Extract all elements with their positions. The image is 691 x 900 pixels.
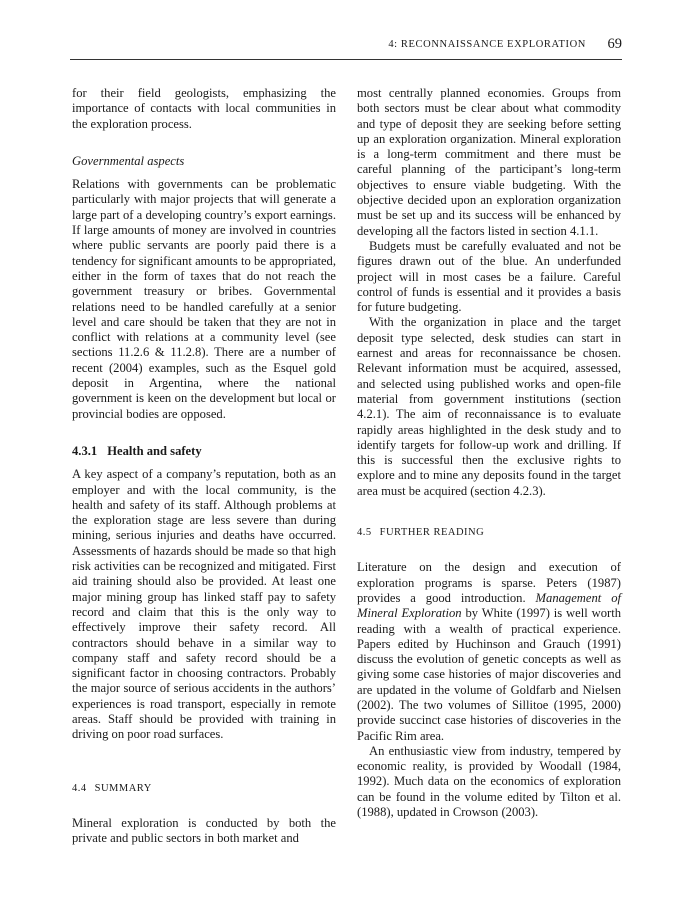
health-safety-heading-title: Health and safety: [107, 443, 202, 458]
page-header: [70, 36, 622, 58]
budgets-paragraph: Budgets must be carefully evaluated and not be figures drawn out of the blue. An underfunded project will in most cases be a failure. Careful control of funds is essential and it provides a basis for future budgeting.: [357, 238, 621, 315]
organization-paragraph: With the organization in place and the target deposit type selected, desk studies can start in earnest and areas for reconnaissance be chosen. Relevant information must be acquired, assessed, and selected using published works and open-file material from government institutions (section 4.2.1). The aim of reconnaissance is to evaluate rapidly areas highlighted in the desk study and to identify targets for follow-up work and drilling. If this is successful then the exclusive rights to explore and to mine any deposits found in the target area must be acquired (section 4.2.3).: [357, 315, 621, 498]
further-reading-heading: [357, 525, 621, 540]
running-title: 4: RECONNAISSANCE EXPLORATION: [388, 39, 586, 50]
further-reading-paragraph: [357, 560, 621, 744]
summary-heading-number: 4.4: [72, 782, 87, 794]
book-title-management: Management of Mineral Exploration: [357, 590, 621, 621]
header-rule: [70, 59, 622, 60]
further-reading-heading-title: FURTHER READING: [379, 527, 485, 539]
enthusiastic-view-paragraph: An enthusiastic view from industry, tempered by economic reality, is provided by Woodall (1984, 1992). Much data on the economics of exploration can be found in the volume edited by Tilton et al. (1988), updated in Crowson (2003).: [357, 743, 621, 820]
governmental-paragraph: Relations with governments can be problematic particularly with major projects that will generate a large part of a developing country’s export earnings. If large amounts of money are involved in countries where public servants are poorly paid there is a tendency for significant amounts to be appropriated, either in the form of taxes that do not reach the government treasury or bribes. Governmental relations need to be handled carefully at a senior level and care should be taken that they are not in conflict with relations at a community level (see sections 11.2.6 & 11.2.8). There are a number of recent (2004) examples, such as the Esquel gold deposit in Argentina, where the national government is keen on the development but local or provincial bodies are opposed.: [72, 177, 336, 421]
summary-heading-title: SUMMARY: [94, 782, 152, 794]
reading-text-part2: by White (1997) is well worth reading with a wealth of practical experience. Papers edited by Huchinson and Grauch (1991) discuss the evolution of genetic concepts as well as giving some case histories of major discoveries and are updated in the volume of Goldfarb and Nielsen (2002). The two volumes of Sillitoe (1995, 2000) provide succinct case histories of discoveries in the Pacific Rim area.: [357, 606, 621, 743]
right-column: [357, 86, 621, 820]
summary-continued-paragraph: most centrally planned economies. Groups from both sectors must be clear about what commodity and type of deposit they are seeking before setting up an exploration organization. Mineral exploration is a long-term commitment and there must be careful planning of the participant’s long-term objectives to ensure viable budgeting. With the objective decided upon an exploration organization must be set up and its success will be enhanced by developing all the factors listed in section 4.1.1.: [357, 86, 621, 238]
health-safety-heading-number: 4.3.1: [72, 443, 98, 458]
governmental-aspects-heading: Governmental aspects: [72, 153, 185, 168]
summary-paragraph: Mineral exploration is conducted by both the private and public sectors in both market and: [72, 815, 336, 846]
health-safety-heading: [72, 444, 336, 459]
left-column: [72, 86, 336, 846]
page-number: 69: [607, 36, 622, 52]
summary-heading: [72, 781, 336, 796]
reading-text-part1: Literature on the design and execution of exploration programs is sparse. Peters (1987) provides a good introduction.: [357, 560, 621, 605]
health-safety-paragraph: A key aspect of a company’s reputation, both as an employer and with the local community, is the health and safety of its staff. Although problems at the exploration stage are less severe than during mining, serious injuries and deaths have occurred. Assessments of hazards should be made so that high risk activities can be recognized and mitigated. First aid training should also be provided. At least one major mining group has linked staff pay to safety record and claim that this is the only way to effectively improve their safety record. All contractors should behave in a similar way to company staff and safety record should be a significant factor in choosing contractors. Probably the major source of serious accidents in the authors’ experiences is road transport, especially in remote areas. Staff should be provided with training in driving on poor road surfaces.: [72, 467, 336, 742]
intro-paragraph: for their field geologists, emphasizing the importance of contacts with local communities in the exploration process.: [72, 86, 336, 131]
further-reading-heading-number: 4.5: [357, 527, 372, 539]
